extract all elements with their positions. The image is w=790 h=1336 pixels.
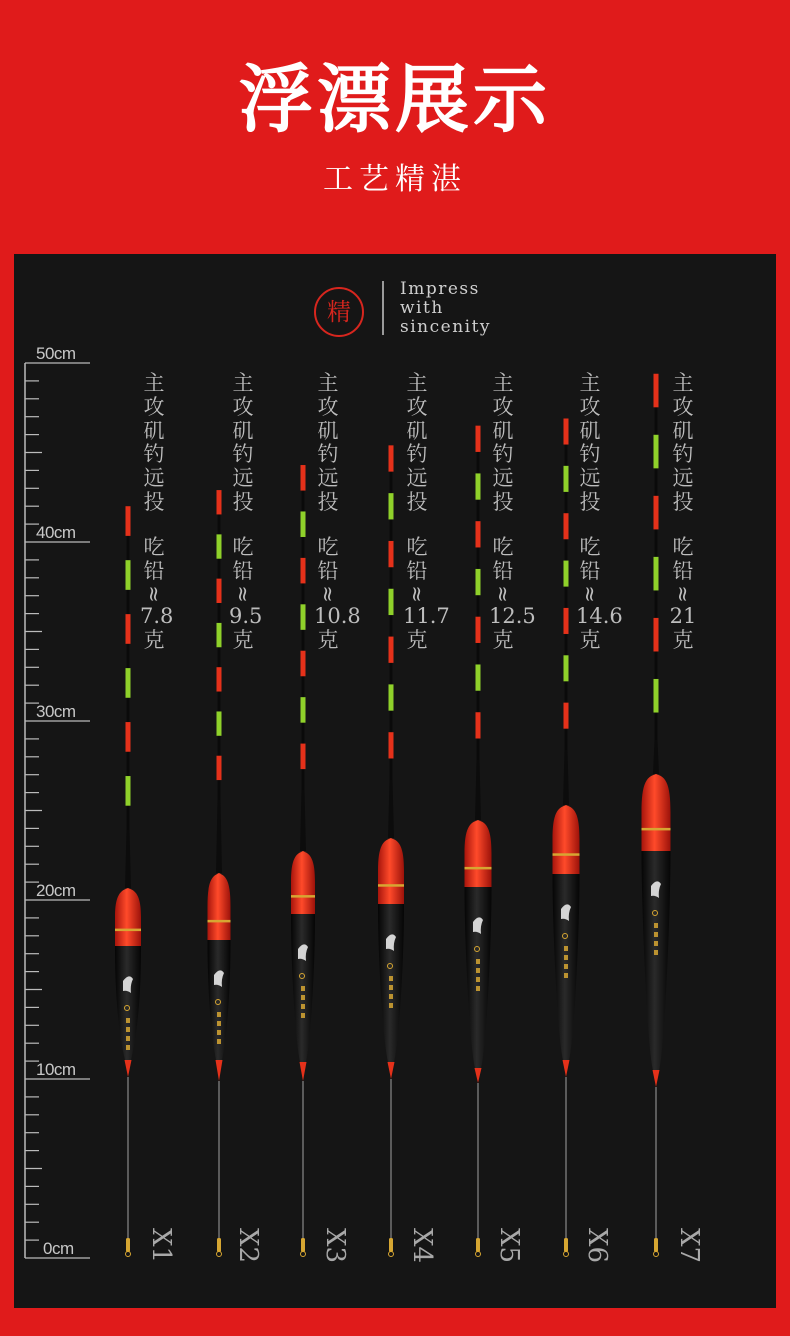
float-label-x6: [576, 371, 623, 653]
antenna-segment-green: [301, 511, 306, 537]
float-red-tip: [388, 1062, 395, 1079]
gold-lettering: [654, 923, 658, 928]
gold-lettering: [389, 985, 393, 990]
antenna-segment-red: [301, 651, 306, 677]
model-label-x1: X1: [146, 1228, 176, 1264]
float-neck: [475, 760, 481, 820]
lead-text: 吃铅: [317, 534, 339, 583]
antenna-segment-red: [126, 614, 131, 644]
float-red-tip: [300, 1062, 307, 1081]
float-red-tip: [216, 1060, 223, 1081]
antenna-segment-red: [301, 744, 306, 770]
float-gold-band: [115, 929, 141, 932]
usage-text: 主攻矶钓远投: [232, 371, 254, 514]
float-red-head: [115, 888, 141, 946]
antenna-segment-green: [476, 569, 481, 595]
weight-text: 10.8克: [314, 604, 361, 653]
antenna-segment-green: [564, 561, 569, 587]
gold-lettering: [654, 950, 658, 955]
float-tail-eye: [301, 1238, 305, 1252]
gold-lettering: [301, 1004, 305, 1009]
model-label-x5: X5: [494, 1228, 524, 1264]
float-tail-ring: [217, 1252, 222, 1257]
antenna-segment-red: [476, 521, 481, 547]
antenna-segment-red: [564, 703, 569, 729]
model-label-x2: X2: [233, 1228, 263, 1264]
antenna-segment-red: [389, 541, 394, 567]
weight-text: 11.7克: [403, 604, 450, 653]
antenna-segment-green: [126, 560, 131, 590]
antenna-segment-red: [217, 579, 222, 603]
ruler-label-40: 40cm: [36, 523, 76, 542]
antenna-segment-red: [301, 465, 306, 491]
usage-text: 主攻矶钓远投: [406, 371, 428, 514]
float-tail-eye: [389, 1238, 393, 1252]
gold-lettering: [564, 964, 568, 969]
gold-lettering: [654, 941, 658, 946]
ruler-label-50: 50cm: [36, 344, 76, 363]
float-label-x5: [489, 371, 536, 653]
float-red-tip: [563, 1060, 570, 1077]
float-x3: [291, 465, 315, 1256]
antenna-segment-green: [389, 493, 394, 519]
float-x1: [115, 506, 141, 1256]
antenna-segment-red: [654, 618, 659, 652]
gold-lettering: [564, 955, 568, 960]
antenna-segment-green: [476, 664, 481, 690]
gold-lettering: [217, 1012, 221, 1017]
antenna-segment-green: [301, 604, 306, 630]
float-red-tip: [125, 1060, 132, 1077]
antenna-segment-green: [476, 473, 481, 499]
gold-lettering: [389, 976, 393, 981]
model-label-x6: X6: [582, 1228, 612, 1264]
gold-lettering: [217, 1021, 221, 1026]
float-tail-ring: [476, 1252, 481, 1257]
antenna-segment-green: [126, 776, 131, 806]
approx-symbol: ≈: [405, 585, 429, 604]
float-label-x7: [669, 372, 697, 653]
antenna-segment-red: [654, 496, 659, 530]
gold-lettering: [564, 946, 568, 951]
lead-text: 吃铅: [672, 534, 694, 583]
float-red-tip: [475, 1068, 482, 1083]
float-red-head: [291, 851, 315, 914]
float-red-head: [208, 873, 231, 940]
gold-lettering: [126, 1036, 130, 1041]
weight-text: 21克: [669, 604, 697, 653]
float-neck: [388, 780, 394, 838]
float-tail-eye: [654, 1238, 658, 1252]
antenna-segment-red: [217, 667, 222, 691]
model-label-x3: X3: [320, 1228, 350, 1264]
float-tail-ring: [301, 1252, 306, 1257]
float-gold-band: [208, 920, 231, 923]
antenna-segment-red: [217, 490, 222, 514]
page-subtitle: 工艺精湛: [323, 162, 467, 197]
gold-lettering: [126, 1018, 130, 1023]
float-tail-eye: [217, 1238, 221, 1252]
gold-lettering: [476, 986, 480, 991]
antenna-segment-red: [389, 637, 394, 663]
antenna-segment-red: [564, 608, 569, 634]
weight-text: 12.5克: [489, 604, 536, 653]
gold-lettering: [476, 959, 480, 964]
gold-lettering: [217, 1039, 221, 1044]
float-red-head: [465, 820, 492, 887]
usage-text: 主攻矶钓远投: [672, 371, 694, 514]
motto-line-1: Impress: [400, 279, 480, 299]
float-neck: [300, 790, 306, 851]
antenna-segment-red: [389, 445, 394, 471]
float-gold-band: [291, 895, 315, 898]
weight-text: 9.5克: [229, 604, 263, 653]
gold-lettering: [301, 986, 305, 991]
float-label-x4: [403, 371, 450, 653]
antenna-segment-green: [564, 466, 569, 492]
approx-symbol: ≈: [231, 585, 255, 604]
gold-lettering: [476, 977, 480, 982]
float-neck: [563, 750, 569, 805]
float-tail-eye: [564, 1238, 568, 1252]
float-x2: [208, 490, 231, 1256]
approx-symbol: ≈: [491, 585, 515, 604]
ruler-label-30: 30cm: [36, 702, 76, 721]
antenna-segment-green: [217, 534, 222, 558]
antenna-segment-red: [476, 712, 481, 738]
motto-line-2: with: [400, 298, 444, 318]
float-label-x1: [140, 371, 174, 653]
antenna-segment-green: [654, 679, 659, 713]
float-label-x3: [314, 371, 361, 653]
gold-lettering: [126, 1045, 130, 1050]
antenna-segment-green: [654, 557, 659, 591]
approx-symbol: ≈: [142, 585, 166, 604]
gold-lettering: [389, 1003, 393, 1008]
approx-symbol: ≈: [578, 585, 602, 604]
gold-lettering: [389, 994, 393, 999]
float-black-body: [115, 946, 141, 1060]
model-label-x4: X4: [407, 1228, 437, 1264]
lead-text: 吃铅: [143, 534, 165, 583]
seal-stamp: 精: [314, 287, 364, 337]
antenna-segment-green: [126, 668, 131, 698]
motto-line-3: sincenity: [400, 317, 492, 337]
antenna-segment-green: [217, 623, 222, 647]
lead-text: 吃铅: [579, 534, 601, 583]
float-neck: [216, 800, 222, 873]
antenna-segment-green: [217, 711, 222, 735]
float-red-head: [553, 805, 580, 874]
float-red-tip: [653, 1070, 660, 1087]
antenna-segment-green: [564, 655, 569, 681]
float-tail-eye: [476, 1238, 480, 1252]
float-red-head: [378, 838, 404, 904]
gold-lettering: [654, 932, 658, 937]
usage-text: 主攻矶钓远投: [317, 371, 339, 514]
antenna-segment-red: [126, 722, 131, 752]
gold-lettering: [564, 973, 568, 978]
gold-lettering: [217, 1030, 221, 1035]
float-red-head: [642, 774, 671, 851]
lead-text: 吃铅: [406, 534, 428, 583]
antenna-segment-red: [389, 732, 394, 758]
float-tail-ring: [564, 1252, 569, 1257]
lead-text: 吃铅: [232, 534, 254, 583]
ruler-label-20: 20cm: [36, 881, 76, 900]
float-tail-ring: [389, 1252, 394, 1257]
float-black-body: [378, 904, 404, 1062]
float-tail-ring: [126, 1252, 131, 1257]
antenna-segment-green: [654, 435, 659, 469]
weight-text: 7.8克: [140, 604, 174, 653]
float-gold-band: [378, 884, 404, 887]
float-neck: [653, 740, 659, 774]
model-label-x7: X7: [674, 1228, 704, 1264]
ruler-label-0: 0cm: [43, 1239, 74, 1258]
antenna-segment-red: [564, 513, 569, 539]
antenna-segment-red: [564, 418, 569, 444]
weight-text: 14.6克: [576, 604, 623, 653]
usage-text: 主攻矶钓远投: [579, 371, 601, 514]
usage-text: 主攻矶钓远投: [143, 371, 165, 514]
antenna-segment-red: [476, 426, 481, 452]
approx-symbol: ≈: [671, 585, 695, 604]
float-gold-band: [465, 867, 492, 870]
float-gold-band: [642, 828, 671, 831]
antenna-segment-red: [476, 617, 481, 643]
float-neck: [125, 830, 131, 888]
approx-symbol: ≈: [316, 585, 340, 604]
page-title: 浮漂展示: [239, 57, 551, 143]
float-tail-eye: [126, 1238, 130, 1252]
float-label-x2: [229, 371, 263, 653]
gold-lettering: [126, 1027, 130, 1032]
antenna-segment-red: [126, 506, 131, 536]
gold-lettering: [476, 968, 480, 973]
float-gold-band: [553, 853, 580, 856]
antenna-segment-red: [217, 756, 222, 780]
antenna-segment-green: [389, 589, 394, 615]
gold-lettering: [301, 995, 305, 1000]
float-x5: [465, 426, 492, 1257]
ruler-label-10: 10cm: [36, 1060, 76, 1079]
antenna-segment-red: [301, 558, 306, 584]
antenna-segment-red: [654, 374, 659, 408]
lead-text: 吃铅: [492, 534, 514, 583]
float-x4: [378, 445, 404, 1256]
gold-lettering: [301, 1013, 305, 1018]
antenna-segment-green: [301, 697, 306, 723]
antenna-segment-green: [389, 684, 394, 710]
float-x7: [642, 374, 671, 1257]
usage-text: 主攻矶钓远投: [492, 371, 514, 514]
float-tail-ring: [654, 1252, 659, 1257]
